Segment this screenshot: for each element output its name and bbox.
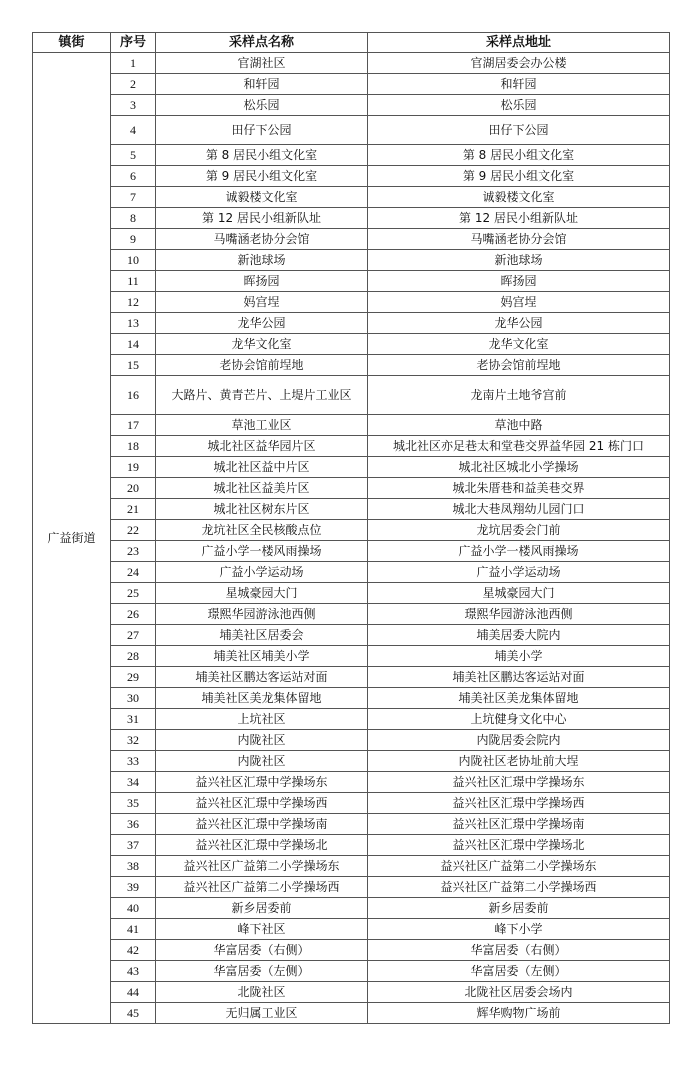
site-address: 辉华购物广场前 [368, 1003, 670, 1024]
table-row [33, 667, 670, 688]
site-address: 城北社区城北小学操场 [368, 457, 670, 478]
site-address: 华富居委（左侧） [368, 961, 670, 982]
site-name: 无归属工业区 [156, 1003, 368, 1024]
site-name: 益兴社区汇璟中学操场西 [156, 793, 368, 814]
row-number: 13 [111, 313, 156, 334]
site-address: 官湖居委会办公楼 [368, 53, 670, 74]
site-address: 城北社区亦足巷太和堂巷交界益华园 21 栋门口 [368, 436, 670, 457]
row-number: 44 [111, 982, 156, 1003]
site-name: 城北社区树东片区 [156, 499, 368, 520]
site-name: 上坑社区 [156, 709, 368, 730]
site-address: 埔美社区美龙集体留地 [368, 688, 670, 709]
site-name: 龙华公园 [156, 313, 368, 334]
table-row [33, 898, 670, 919]
table-header [33, 33, 670, 53]
site-address: 第 12 居民小组新队址 [368, 208, 670, 229]
row-number: 40 [111, 898, 156, 919]
site-name: 新池球场 [156, 250, 368, 271]
table-row [33, 53, 670, 74]
row-number: 25 [111, 583, 156, 604]
site-name: 峰下社区 [156, 919, 368, 940]
row-number: 30 [111, 688, 156, 709]
table-row [33, 688, 670, 709]
town-cell: 广益街道 [33, 53, 111, 1024]
row-number: 21 [111, 499, 156, 520]
site-address: 益兴社区汇璟中学操场南 [368, 814, 670, 835]
row-number: 6 [111, 166, 156, 187]
table-row [33, 751, 670, 772]
site-address: 益兴社区汇璟中学操场西 [368, 793, 670, 814]
site-name: 璟熙华园游泳池西侧 [156, 604, 368, 625]
header-seq: 序号 [111, 33, 156, 53]
table-row [33, 116, 670, 145]
row-number: 22 [111, 520, 156, 541]
table-row [33, 334, 670, 355]
row-number: 29 [111, 667, 156, 688]
row-number: 27 [111, 625, 156, 646]
row-number: 12 [111, 292, 156, 313]
site-name: 埔美社区居委会 [156, 625, 368, 646]
table-row [33, 940, 670, 961]
site-name: 草池工业区 [156, 415, 368, 436]
row-number: 4 [111, 116, 156, 145]
site-address: 龙华文化室 [368, 334, 670, 355]
table-row [33, 562, 670, 583]
row-number: 17 [111, 415, 156, 436]
table-body [33, 53, 670, 1024]
site-address: 松乐园 [368, 95, 670, 116]
site-address: 马嘴涵老协分会馆 [368, 229, 670, 250]
table-row [33, 583, 670, 604]
table-row [33, 919, 670, 940]
site-address: 埔美小学 [368, 646, 670, 667]
site-name: 益兴社区汇璟中学操场东 [156, 772, 368, 793]
site-name: 广益小学一楼风雨操场 [156, 541, 368, 562]
site-name: 内陇社区 [156, 751, 368, 772]
row-number: 7 [111, 187, 156, 208]
site-address: 诚毅楼文化室 [368, 187, 670, 208]
row-number: 39 [111, 877, 156, 898]
site-address: 晖扬园 [368, 271, 670, 292]
site-address: 广益小学运动场 [368, 562, 670, 583]
site-address: 益兴社区汇璟中学操场东 [368, 772, 670, 793]
site-name: 星城豪园大门 [156, 583, 368, 604]
table-row [33, 208, 670, 229]
site-name: 松乐园 [156, 95, 368, 116]
row-number: 16 [111, 376, 156, 415]
site-name: 龙华文化室 [156, 334, 368, 355]
table-row [33, 355, 670, 376]
row-number: 9 [111, 229, 156, 250]
table-row [33, 961, 670, 982]
site-name: 马嘴涵老协分会馆 [156, 229, 368, 250]
site-name: 北陇社区 [156, 982, 368, 1003]
table-row [33, 709, 670, 730]
site-address: 妈宫埕 [368, 292, 670, 313]
row-number: 1 [111, 53, 156, 74]
row-number: 26 [111, 604, 156, 625]
table-row [33, 436, 670, 457]
row-number: 33 [111, 751, 156, 772]
row-number: 38 [111, 856, 156, 877]
site-name: 晖扬园 [156, 271, 368, 292]
site-name: 第 8 居民小组文化室 [156, 145, 368, 166]
row-number: 37 [111, 835, 156, 856]
site-address: 和轩园 [368, 74, 670, 95]
table-row [33, 604, 670, 625]
site-name: 大路片、黄青芒片、上堤片工业区 [156, 376, 368, 415]
row-number: 11 [111, 271, 156, 292]
row-number: 10 [111, 250, 156, 271]
site-name: 益兴社区广益第二小学操场东 [156, 856, 368, 877]
table-row [33, 271, 670, 292]
table-row [33, 793, 670, 814]
row-number: 8 [111, 208, 156, 229]
site-address: 璟熙华园游泳池西侧 [368, 604, 670, 625]
site-address: 第 9 居民小组文化室 [368, 166, 670, 187]
site-address: 草池中路 [368, 415, 670, 436]
site-address: 新池球场 [368, 250, 670, 271]
table-row [33, 877, 670, 898]
sampling-points-table [32, 32, 670, 1024]
site-address: 益兴社区广益第二小学操场西 [368, 877, 670, 898]
header-town: 镇街 [33, 33, 111, 53]
row-number: 15 [111, 355, 156, 376]
row-number: 20 [111, 478, 156, 499]
site-address: 埔美社区鹏达客运站对面 [368, 667, 670, 688]
site-name: 第 9 居民小组文化室 [156, 166, 368, 187]
table-row [33, 856, 670, 877]
table-row [33, 478, 670, 499]
row-number: 18 [111, 436, 156, 457]
site-name: 官湖社区 [156, 53, 368, 74]
site-name: 埔美社区埔美小学 [156, 646, 368, 667]
header-row [33, 33, 670, 53]
row-number: 31 [111, 709, 156, 730]
site-name: 诚毅楼文化室 [156, 187, 368, 208]
row-number: 34 [111, 772, 156, 793]
table-row [33, 313, 670, 334]
site-name: 益兴社区汇璟中学操场北 [156, 835, 368, 856]
table-row [33, 499, 670, 520]
header-name: 采样点名称 [156, 33, 368, 53]
site-name: 埔美社区美龙集体留地 [156, 688, 368, 709]
table-row [33, 541, 670, 562]
table-row [33, 730, 670, 751]
site-name: 埔美社区鹏达客运站对面 [156, 667, 368, 688]
table-row [33, 74, 670, 95]
table-row [33, 835, 670, 856]
header-address: 采样点地址 [368, 33, 670, 53]
site-address: 内陇居委会院内 [368, 730, 670, 751]
row-number: 42 [111, 940, 156, 961]
row-number: 24 [111, 562, 156, 583]
site-address: 第 8 居民小组文化室 [368, 145, 670, 166]
row-number: 23 [111, 541, 156, 562]
site-name: 新乡居委前 [156, 898, 368, 919]
site-address: 城北朱厝巷和益美巷交界 [368, 478, 670, 499]
site-address: 城北大巷凤翔幼儿园门口 [368, 499, 670, 520]
site-name: 田仔下公园 [156, 116, 368, 145]
site-name: 和轩园 [156, 74, 368, 95]
site-name: 益兴社区广益第二小学操场西 [156, 877, 368, 898]
table-row [33, 166, 670, 187]
site-address: 峰下小学 [368, 919, 670, 940]
site-address: 北陇社区居委会场内 [368, 982, 670, 1003]
site-address: 新乡居委前 [368, 898, 670, 919]
table-row [33, 229, 670, 250]
site-name: 华富居委（右侧） [156, 940, 368, 961]
table-row [33, 646, 670, 667]
site-name: 城北社区益美片区 [156, 478, 368, 499]
site-address: 龙坑居委会门前 [368, 520, 670, 541]
row-number: 35 [111, 793, 156, 814]
row-number: 5 [111, 145, 156, 166]
table-row [33, 250, 670, 271]
row-number: 41 [111, 919, 156, 940]
table-row [33, 145, 670, 166]
site-name: 妈宫埕 [156, 292, 368, 313]
table-row [33, 95, 670, 116]
row-number: 43 [111, 961, 156, 982]
site-name: 老协会馆前埕地 [156, 355, 368, 376]
table-row [33, 520, 670, 541]
table-row [33, 292, 670, 313]
table-row [33, 415, 670, 436]
site-address: 益兴社区广益第二小学操场东 [368, 856, 670, 877]
table-row [33, 376, 670, 415]
site-address: 田仔下公园 [368, 116, 670, 145]
table-row [33, 1003, 670, 1024]
site-address: 老协会馆前埕地 [368, 355, 670, 376]
site-address: 内陇社区老协址前大埕 [368, 751, 670, 772]
site-name: 广益小学运动场 [156, 562, 368, 583]
site-name: 城北社区益中片区 [156, 457, 368, 478]
row-number: 2 [111, 74, 156, 95]
row-number: 3 [111, 95, 156, 116]
table-row [33, 814, 670, 835]
row-number: 19 [111, 457, 156, 478]
table-row [33, 772, 670, 793]
site-address: 广益小学一楼风雨操场 [368, 541, 670, 562]
row-number: 36 [111, 814, 156, 835]
row-number: 14 [111, 334, 156, 355]
row-number: 45 [111, 1003, 156, 1024]
site-address: 华富居委（右侧） [368, 940, 670, 961]
site-name: 龙坑社区全民核酸点位 [156, 520, 368, 541]
table-row [33, 982, 670, 1003]
site-name: 内陇社区 [156, 730, 368, 751]
table-row [33, 457, 670, 478]
site-address: 埔美居委大院内 [368, 625, 670, 646]
row-number: 28 [111, 646, 156, 667]
table-row [33, 187, 670, 208]
site-address: 星城豪园大门 [368, 583, 670, 604]
site-address: 龙华公园 [368, 313, 670, 334]
row-number: 32 [111, 730, 156, 751]
site-address: 上坑健身文化中心 [368, 709, 670, 730]
site-address: 龙南片土地爷宫前 [368, 376, 670, 415]
site-name: 华富居委（左侧） [156, 961, 368, 982]
site-address: 益兴社区汇璟中学操场北 [368, 835, 670, 856]
site-name: 第 12 居民小组新队址 [156, 208, 368, 229]
site-name: 益兴社区汇璟中学操场南 [156, 814, 368, 835]
site-name: 城北社区益华园片区 [156, 436, 368, 457]
table-row [33, 625, 670, 646]
